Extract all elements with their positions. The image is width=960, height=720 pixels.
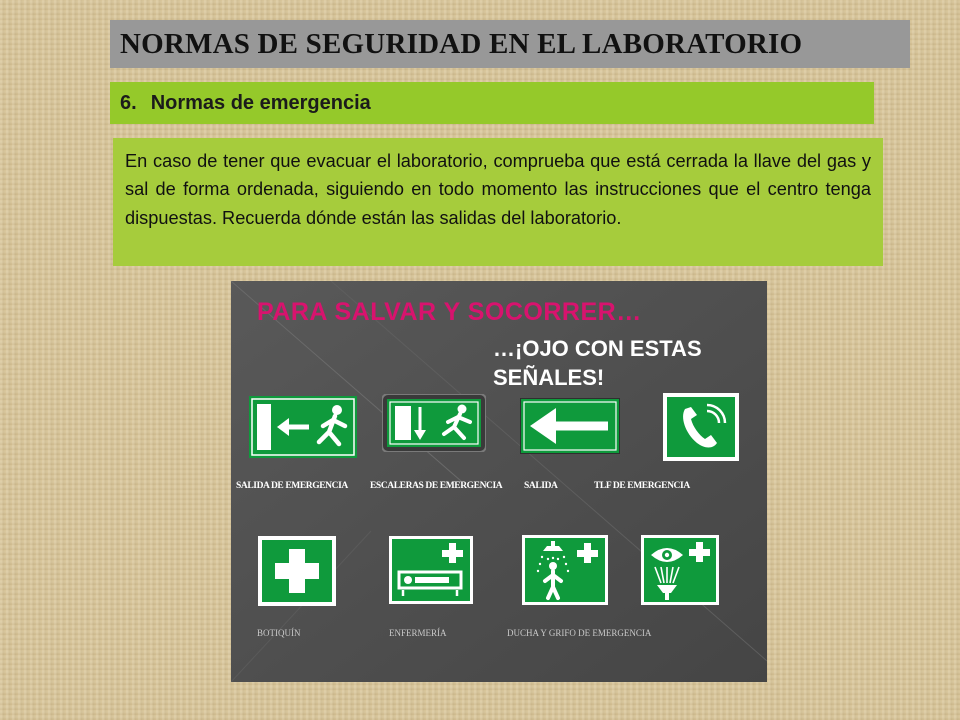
shower-icon [522,535,608,605]
sign-label: DUCHA Y GRIFO DE EMERGENCIA [507,628,652,638]
section-title: Normas de emergencia [150,91,371,114]
first-aid-cross-icon [258,536,336,606]
eyewash-icon [641,535,719,605]
stairs-exit-icon [382,394,486,452]
slide-title: NORMAS DE SEGURIDAD EN EL LABORATORIO [120,27,803,60]
body-text-box [113,138,883,266]
sign-label: SALIDA DE EMERGENCIA [236,481,348,491]
title-bar [110,20,910,68]
section-number: 6. [120,91,137,114]
phone-icon [663,393,739,461]
sign-label: ENFERMERÍA [389,628,447,638]
section-header [110,82,874,124]
poster-subheadline: …¡OJO CON ESTAS SEÑALES! [493,336,702,390]
poster-headline: PARA SALVAR Y SOCORRER… [257,298,642,326]
sign-label: BOTIQUÍN [257,628,301,638]
body-text: En caso de tener que evacuar el laboratorio, comprueba que está cerrada la llave del gas y sal de forma ordenada, siguiendo en todo momento las instrucciones que el centro tenga dispuestas. Recuerda dónde están las salidas del laboratorio. [125,151,871,228]
arrow-left-icon [520,398,620,454]
sign-label: TLF DE EMERGENCIA [594,481,690,491]
sign-label: SALIDA [524,481,558,491]
sign-label: ESCALERAS DE EMERGENCIA [370,481,503,491]
exit-door-left-icon [249,396,357,458]
stretcher-icon [389,536,473,604]
emergency-signs-poster [231,281,767,682]
